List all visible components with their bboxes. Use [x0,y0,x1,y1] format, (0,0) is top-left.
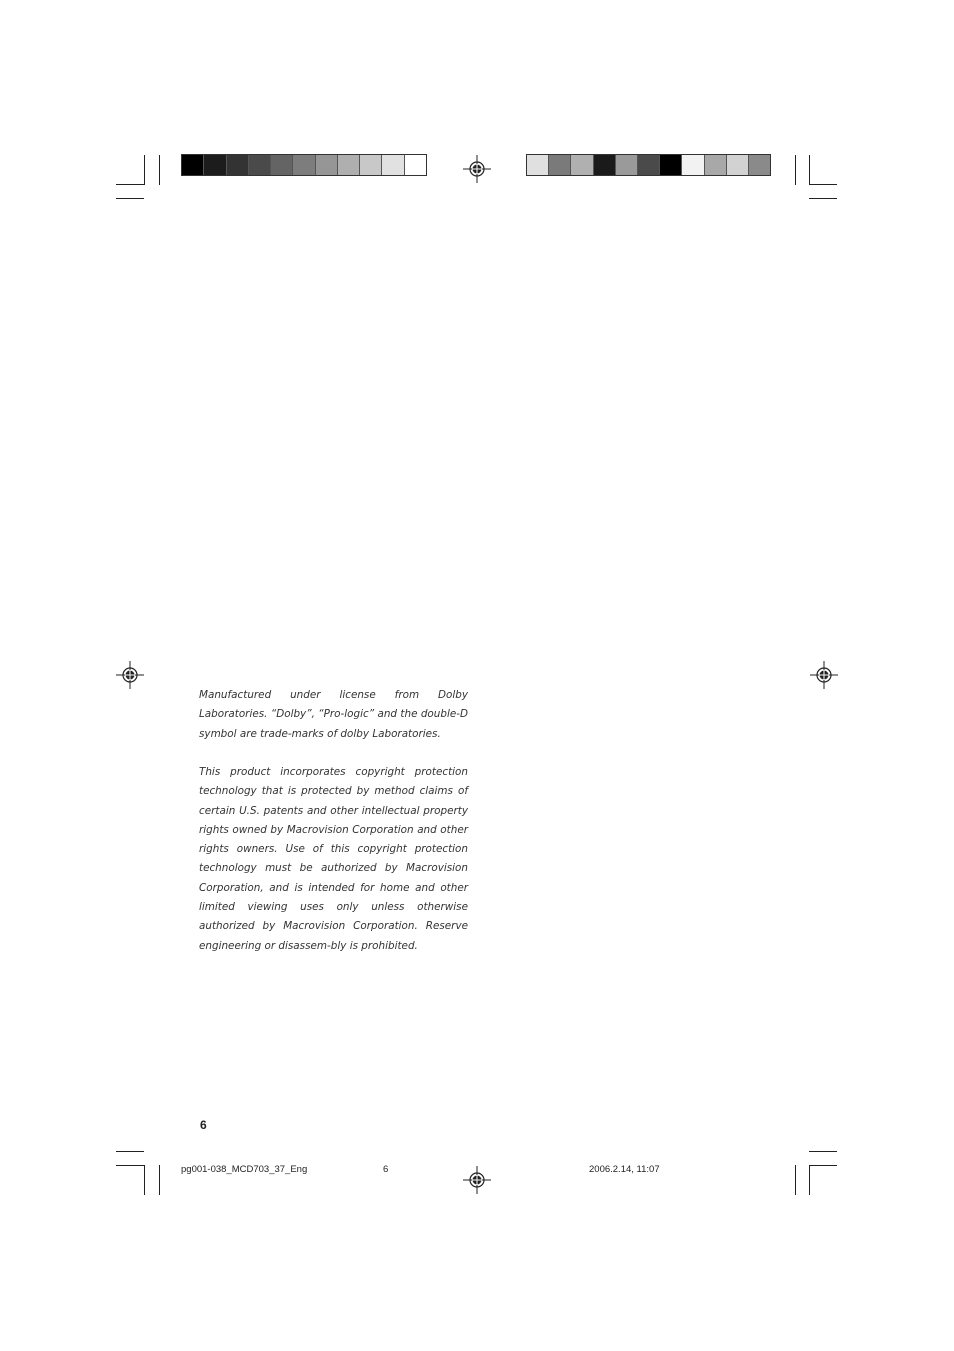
crop-mark [116,1165,144,1166]
color-bar-left [181,154,427,176]
crop-mark [116,184,144,185]
slug-datetime: 2006.2.14, 11:07 [589,1164,660,1175]
macrovision-paragraph: This product incorporates copyright protection technology that is protected by method claims of certain U.S. patents and other intellectual property rights owned by Macrovision Corporation and other rights owners. Use of this copyright protection technology must be authorized by Macrovision Corporation, and is intended for home and other limited viewing uses only unless otherwise authorized by Macrovision Corporation. Reserve engineering or disassem-bly is prohibited. [199,766,468,952]
color-swatch [594,155,616,175]
crop-mark [144,1165,145,1195]
color-swatch [638,155,660,175]
color-swatch [316,155,338,175]
crop-mark [159,155,160,185]
color-swatch [616,155,638,175]
crop-mark [809,1151,837,1152]
color-swatch [405,155,426,175]
color-swatch [660,155,682,175]
color-swatch [338,155,360,175]
color-swatch [749,155,770,175]
crop-mark [809,1165,837,1166]
crop-mark [144,155,145,185]
color-swatch [182,155,204,175]
color-bar-right [526,154,771,176]
color-swatch [382,155,404,175]
slug-page: 6 [383,1164,389,1175]
registration-mark-icon [116,661,144,689]
slug-filename: pg001-038_MCD703_37_Eng [181,1164,308,1175]
dolby-license-paragraph: Manufactured under license from Dolby Laboratories. “Dolby”, “Pro-logic” and the double-D symbol are trade-marks of dolby Laboratories. [199,689,468,740]
color-swatch [271,155,293,175]
color-swatch [227,155,249,175]
color-swatch [249,155,271,175]
crop-mark [795,155,796,185]
crop-mark [795,1165,796,1195]
registration-mark-icon [810,661,838,689]
color-swatch [571,155,593,175]
crop-mark [116,198,144,199]
crop-mark [809,198,837,199]
crop-mark [809,155,810,185]
color-swatch [360,155,382,175]
registration-mark-icon [463,155,491,183]
color-swatch [727,155,749,175]
crop-mark [159,1165,160,1195]
crop-mark [809,184,837,185]
color-swatch [293,155,315,175]
color-swatch [705,155,727,175]
color-swatch [549,155,571,175]
page-number: 6 [200,1118,207,1132]
color-swatch [527,155,549,175]
crop-mark [116,1151,144,1152]
color-swatch [682,155,704,175]
color-swatch [204,155,226,175]
crop-mark [809,1165,810,1195]
registration-mark-icon [463,1166,491,1194]
